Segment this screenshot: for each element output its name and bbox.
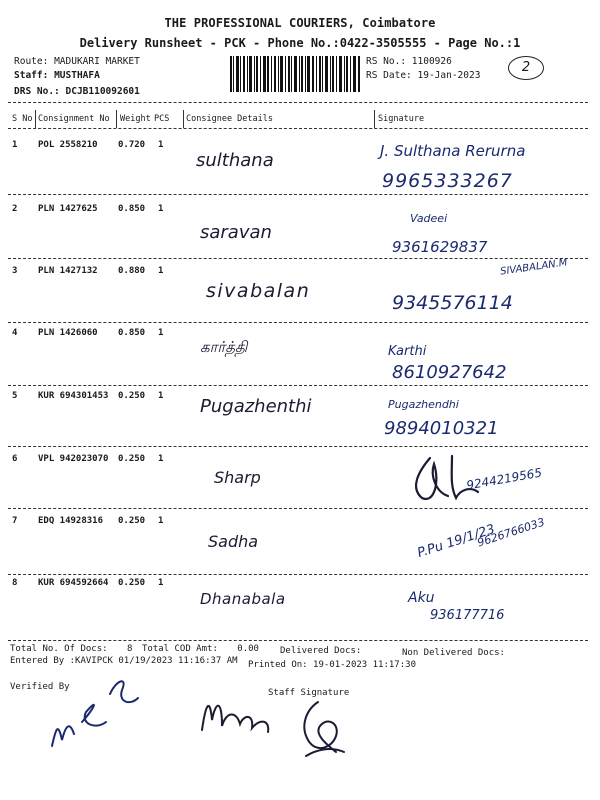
route-line: [14, 56, 140, 67]
total-docs-value: 8: [126, 644, 133, 654]
row-consignee-handwritten: Sharp: [214, 468, 261, 487]
row-weight: 0.880: [118, 266, 146, 276]
staff-signature-label: Staff Signature: [268, 688, 350, 698]
row-signature-name: Pugazhendhi: [388, 398, 459, 411]
verified-by-label: Verified By: [10, 682, 70, 692]
row-signature-phone: 8610927642: [392, 362, 507, 383]
row-consignment-no: PLN 1426060: [38, 328, 98, 338]
row-sno: 3: [12, 266, 18, 276]
row-weight: 0.250: [118, 391, 146, 401]
row-signature-name: SIVABALAN.M: [499, 257, 569, 278]
row-pcs: 1: [158, 578, 164, 588]
row-divider: [8, 574, 588, 575]
verifier-signature-scribble: [46, 672, 156, 756]
rs-no-value: 1100926: [411, 56, 452, 67]
printed-on-label: Printed On:: [248, 660, 308, 670]
row-signature-phone: 9894010321: [384, 418, 499, 439]
row-divider: [8, 322, 588, 323]
route-label: Route:: [14, 56, 49, 67]
row-pcs: 1: [158, 266, 164, 276]
printed-on-line: [248, 660, 416, 670]
runsheet-title: THE PROFESSIONAL COURIERS, Coimbatore: [164, 16, 436, 30]
divider: [8, 102, 588, 103]
signature-scribble: [196, 690, 286, 746]
row-pcs: 1: [158, 516, 164, 526]
row-divider: [8, 258, 588, 259]
row-pcs: 1: [158, 328, 164, 338]
row-signature-name: J. Sulthana Rerurna: [380, 142, 526, 160]
barcode-image: [230, 56, 360, 92]
row-consignee-handwritten: sulthana: [196, 150, 274, 171]
row-consignee-handwritten: Dhanabala: [200, 590, 286, 608]
column-header-consignee: Consignee Details: [186, 114, 273, 124]
row-sno: 4: [12, 328, 18, 338]
row-pcs: 1: [158, 391, 164, 401]
row-signature-phone: 9345576114: [392, 292, 513, 314]
row-signature-name: Vadeei: [410, 212, 448, 225]
row-consignment-no: KUR 694301453: [38, 391, 109, 401]
row-consignment-no: KUR 694592664: [38, 578, 109, 588]
row-weight: 0.850: [118, 328, 146, 338]
total-cod-line: [142, 644, 259, 654]
column-header-consignment: Consignment No: [38, 114, 110, 124]
row-consignee-handwritten: saravan: [200, 222, 272, 243]
row-divider: [8, 508, 588, 509]
entered-by-line: [10, 656, 238, 666]
route-value: MADUKARI MARKET: [54, 56, 140, 67]
non-delivered-docs-label: Non Delivered Docs:: [402, 648, 505, 658]
row-consignment-no: PLN 1427132: [38, 266, 98, 276]
row-signature-phone: 9965333267: [382, 170, 513, 192]
rs-no-label: RS No.:: [366, 56, 407, 67]
drs-label: DRS No.:: [14, 86, 60, 97]
total-cod-label: Total COD Amt:: [142, 644, 218, 654]
row-consignment-no: PLN 1427625: [38, 204, 98, 214]
entered-time: 01/19/2023 11:16:37 AM: [118, 656, 238, 666]
total-cod-value: 0.00: [237, 644, 259, 654]
entered-by-value: KAVIPCK: [75, 656, 113, 666]
row-consignee-handwritten: கார்த்தி: [200, 338, 248, 356]
row-divider: [8, 194, 588, 195]
divider: [8, 128, 588, 129]
rs-date-label: RS Date:: [366, 70, 412, 81]
row-consignment-no: POL 2558210: [38, 140, 98, 150]
total-docs-line: [10, 644, 132, 654]
row-weight: 0.250: [118, 516, 146, 526]
delivered-docs-label: Delivered Docs:: [280, 646, 362, 656]
row-sno: 6: [12, 454, 18, 464]
rs-date-line: [366, 70, 480, 81]
row-sno: 7: [12, 516, 18, 526]
printed-on-value: 19-01-2023 11:17:30: [313, 660, 416, 670]
row-sno: 1: [12, 140, 18, 150]
row-signature-name: P.Pu 19/1/23: [415, 521, 497, 562]
row-pcs: 1: [158, 204, 164, 214]
circled-page-mark: 2: [508, 56, 544, 80]
row-divider: [8, 385, 588, 386]
drs-line: [14, 86, 140, 97]
row-signature-phone: 9626766033: [475, 515, 547, 550]
entered-by-label: Entered By :: [10, 656, 76, 666]
row-consignee-handwritten: Pugazhenthi: [200, 396, 312, 417]
row-sno: 5: [12, 391, 18, 401]
total-docs-label: Total No. Of Docs:: [10, 644, 108, 654]
row-signature-name: Karthi: [388, 344, 427, 359]
column-header-weight: Weight: [120, 114, 151, 124]
row-signature-phone: 9244219565: [465, 465, 543, 493]
column-header-sno: S No: [12, 114, 33, 124]
row-weight: 0.250: [118, 454, 146, 464]
staff-line: [14, 70, 100, 81]
rs-date-value: 19-Jan-2023: [417, 70, 481, 81]
row-consignment-no: VPL 942023070: [38, 454, 109, 464]
row-weight: 0.720: [118, 140, 146, 150]
row-pcs: 1: [158, 140, 164, 150]
row-consignee-handwritten: sivabalan: [206, 280, 311, 302]
row-consignment-no: EDQ 14928316: [38, 516, 104, 526]
row-weight: 0.850: [118, 204, 146, 214]
row-signature-name: Aku: [408, 590, 435, 606]
column-header-signature: Signature: [378, 114, 425, 124]
rs-no-line: [366, 56, 452, 67]
row-divider: [8, 446, 588, 447]
staff-value: MUSTHAFA: [54, 70, 100, 81]
row-sno: 2: [12, 204, 18, 214]
row-signature-phone: 936177716: [430, 608, 505, 623]
staff-label: Staff:: [14, 70, 49, 81]
row-divider: [8, 640, 588, 641]
row-signature-phone: 9361629837: [392, 238, 488, 256]
staff-signature-scribble: [292, 696, 356, 764]
row-pcs: 1: [158, 454, 164, 464]
runsheet-subtitle: Delivery Runsheet - PCK - Phone No.:0422-3505555 - Page No.:1: [79, 36, 521, 50]
row-sno: 8: [12, 578, 18, 588]
row-consignee-handwritten: Sadha: [208, 532, 259, 551]
column-header-pcs: PCS: [154, 114, 170, 124]
row-weight: 0.250: [118, 578, 146, 588]
drs-value: DCJB110092601: [65, 86, 140, 97]
